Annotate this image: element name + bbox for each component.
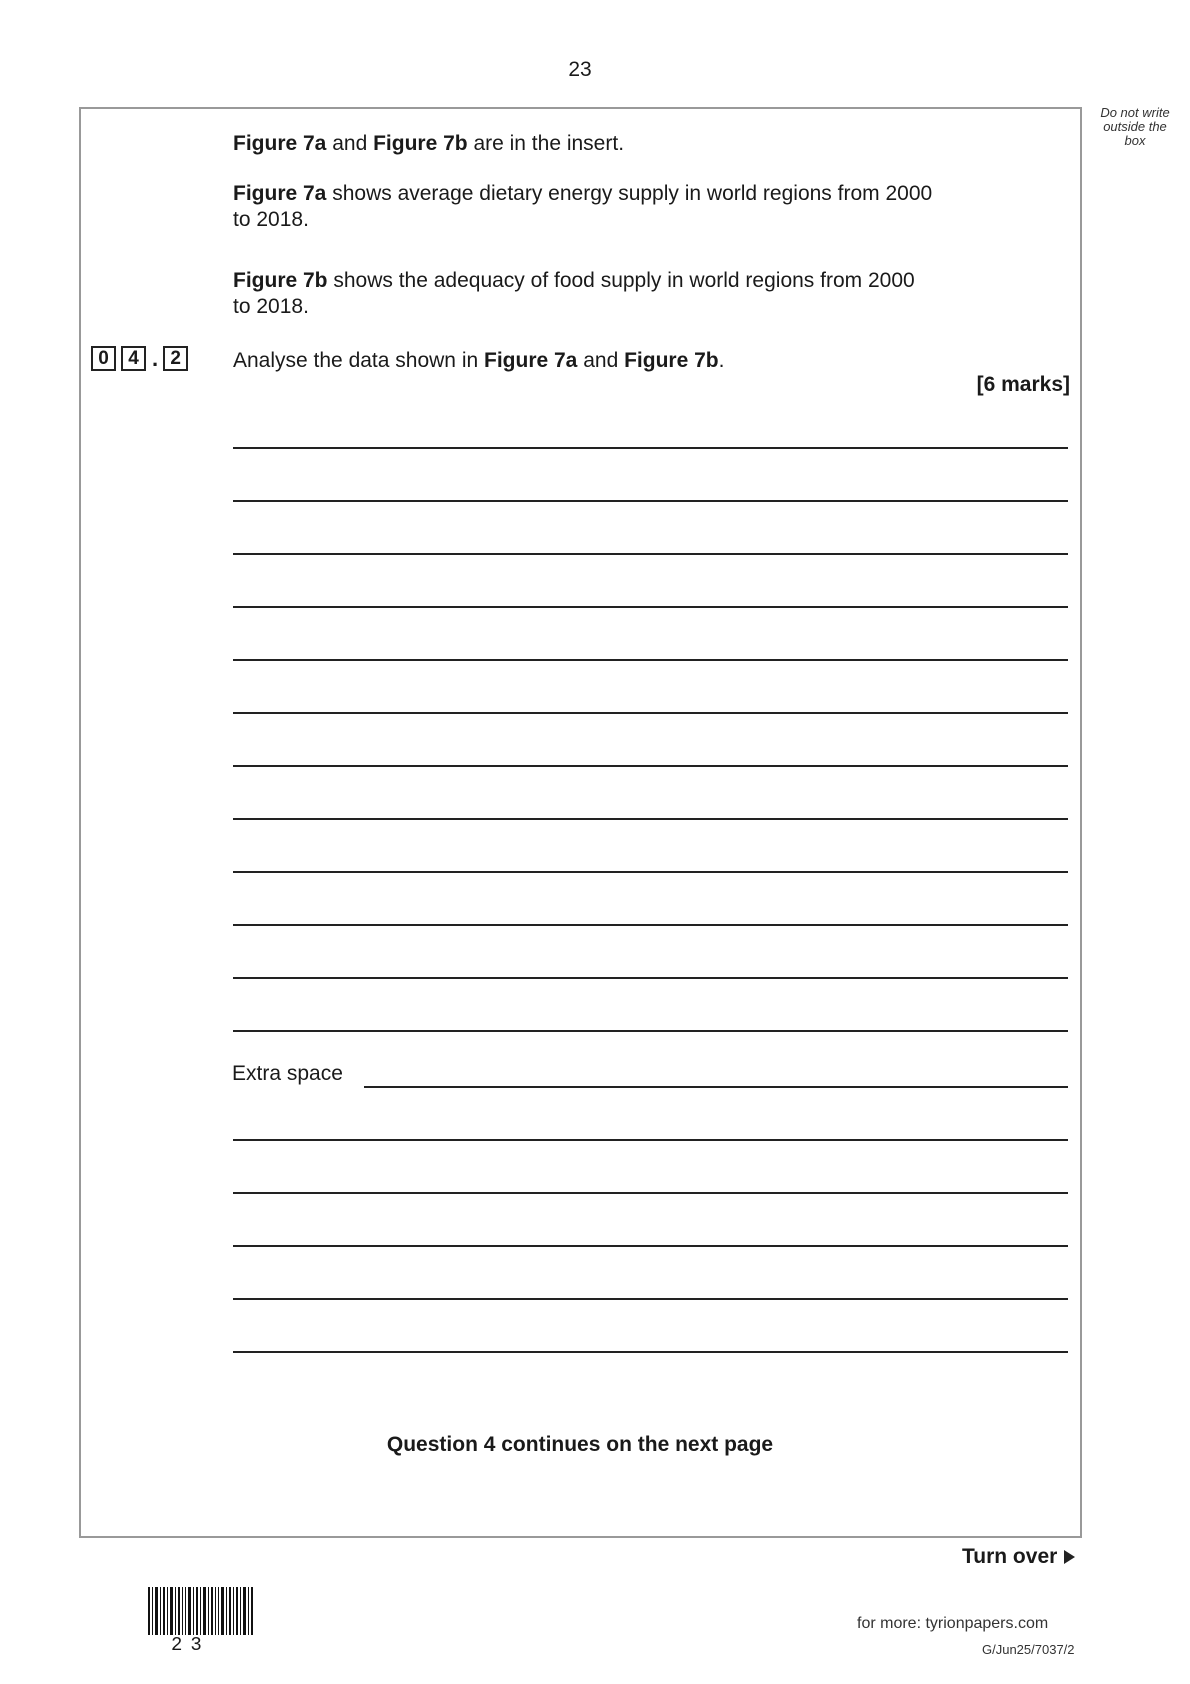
question-prompt — [233, 348, 724, 374]
marks-label: [6 marks] — [976, 373, 1070, 396]
continues-notice: Question 4 continues on the next page — [386, 1433, 774, 1456]
question-separator: . — [152, 345, 159, 371]
figure-ref: Figure 7b — [373, 132, 468, 155]
extra-space-label: Extra space — [232, 1062, 343, 1085]
figure-ref: Figure 7b — [624, 349, 719, 372]
website-text: for more: tyrionpapers.com — [857, 1615, 1049, 1632]
page-number: 23 — [568, 58, 592, 81]
text-run: and — [326, 132, 374, 155]
text-run: . — [718, 349, 725, 372]
margin-note: Do not write outside the box — [1100, 105, 1170, 148]
paper-code: G/Jun25/7037/2 — [982, 1642, 1075, 1657]
answer-line[interactable] — [233, 765, 1068, 767]
answer-line[interactable] — [233, 712, 1068, 714]
answer-line[interactable] — [233, 1245, 1068, 1247]
figure-ref: Figure 7a — [233, 132, 327, 155]
question-number — [91, 346, 193, 371]
answer-line[interactable] — [233, 1192, 1068, 1194]
figure-ref: Figure 7a — [484, 349, 578, 372]
text-run: are in the insert. — [467, 132, 625, 155]
intro-paragraph-3 — [233, 268, 933, 320]
answer-line[interactable] — [233, 871, 1068, 873]
answer-line[interactable] — [233, 1298, 1068, 1300]
answer-line[interactable] — [364, 1086, 1068, 1088]
text-run: and — [577, 349, 625, 372]
question-digit-box: 2 — [163, 346, 188, 371]
answer-line[interactable] — [233, 553, 1068, 555]
answer-line[interactable] — [233, 659, 1068, 661]
answer-line[interactable] — [233, 1351, 1068, 1353]
figure-ref: Figure 7a — [233, 182, 327, 205]
answer-box-frame — [79, 107, 1082, 1538]
answer-line[interactable] — [233, 447, 1068, 449]
answer-line[interactable] — [233, 977, 1068, 979]
answer-line[interactable] — [233, 1030, 1068, 1032]
intro-paragraph-1 — [233, 131, 624, 157]
intro-paragraph-2 — [233, 181, 933, 233]
question-digit-box: 4 — [121, 346, 146, 371]
barcode-icon — [148, 1587, 254, 1635]
turn-over-label: Turn over — [962, 1545, 1058, 1568]
answer-line[interactable] — [233, 818, 1068, 820]
answer-line[interactable] — [233, 1139, 1068, 1141]
question-digit-box: 0 — [91, 346, 116, 371]
text-run: shows the adequacy of food supply in world regions from 2000 to 2018. — [233, 269, 915, 318]
answer-line[interactable] — [233, 500, 1068, 502]
figure-ref: Figure 7b — [233, 269, 328, 292]
text-run: Analyse the data shown in — [233, 349, 484, 372]
answer-line[interactable] — [233, 606, 1068, 608]
barcode-digits: 23 — [171, 1634, 210, 1656]
text-run: shows average dietary energy supply in world regions from 2000 to 2018. — [233, 182, 933, 231]
arrow-right-icon — [1064, 1550, 1075, 1564]
turn-over — [962, 1545, 1075, 1569]
answer-line[interactable] — [233, 924, 1068, 926]
